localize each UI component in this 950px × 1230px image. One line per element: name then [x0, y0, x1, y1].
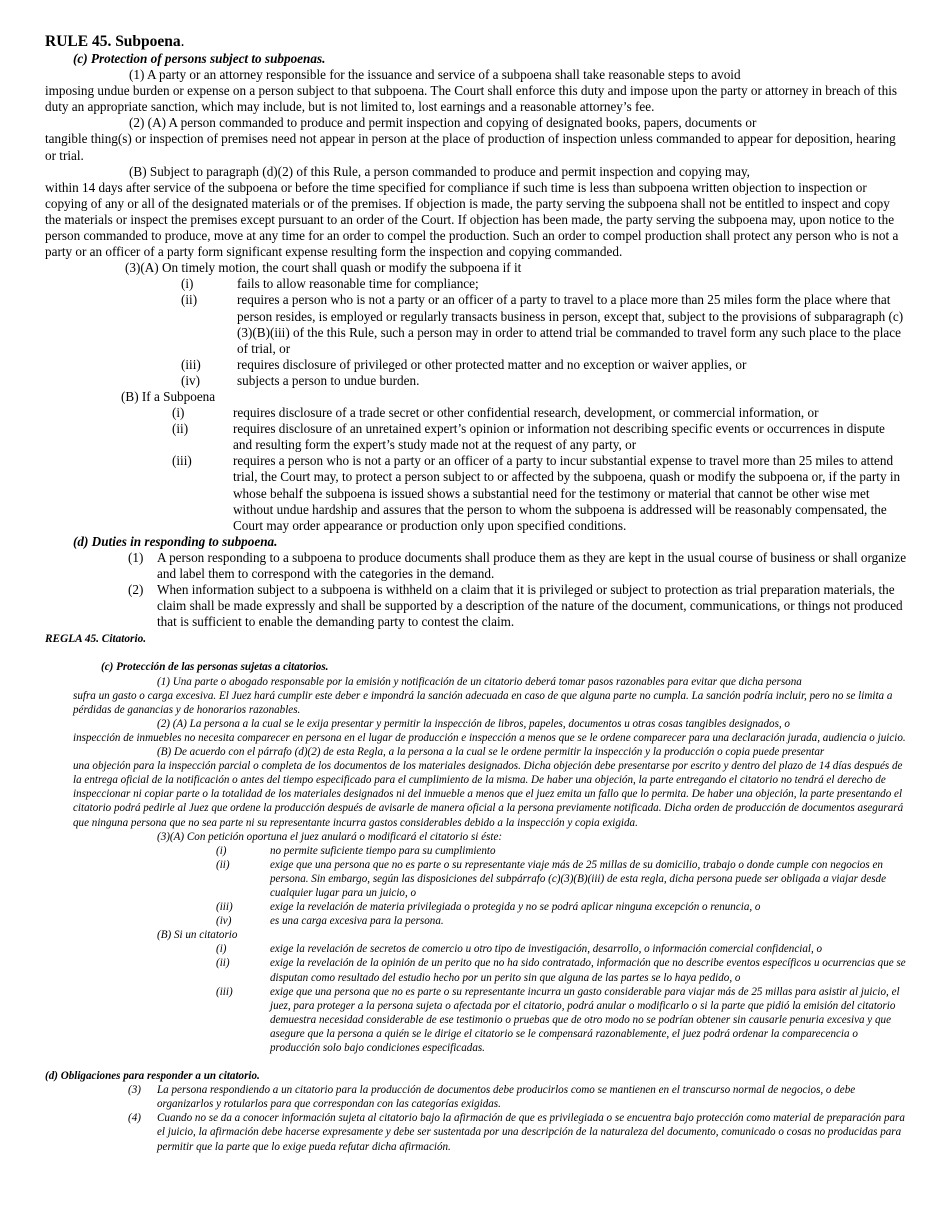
item-number: (1)	[128, 549, 144, 565]
es-c3b-item	[73, 956, 907, 984]
c3b-item	[45, 421, 907, 453]
es-c3a-list	[73, 844, 907, 929]
item-text: requires disclosure of a trade secret or other confidential research, development, or commercial information, or	[233, 405, 819, 421]
es-c3a-item	[73, 858, 907, 900]
item-text: requires a person who is not a party or an officer of a party to incur substantial expense to travel more than 25 miles to attend trial, the Court may, to protect a person subject to or affected by the subpoena, quash or modify the subpoena or, if the party in whose behalf the subpoena is issued shows a substantial need for the testimony or material that cannot be other wise met without undue hardship and assures that the person to whom the subpoena is addressed will be reasonably compensated, the Court may order appearance or production only upon specified conditions.	[233, 453, 901, 533]
item-number: (2)	[128, 582, 144, 598]
rule-title	[45, 33, 907, 51]
item-number: (iii)	[181, 356, 201, 372]
item-text: La persona respondiendo a un citatorio para la producción de documentos debe producirlos como se mantienen en el transcurso normal de negocios, o debe organizarlos y rotularlos para que correspondan con las categorías exigidas.	[157, 1084, 856, 1111]
item-number: (i)	[216, 844, 227, 857]
es-d-item	[45, 1111, 907, 1153]
c3a-item	[45, 292, 907, 356]
c3a-list	[45, 276, 907, 389]
c3b-list	[45, 405, 907, 534]
es-section-c-heading: (c) Protección de las personas sujetas a citatorios.	[101, 661, 329, 674]
rule-title-dot: .	[180, 33, 185, 50]
item-text: A person responding to a subpoena to produce documents shall produce them as they are kept in the usual course of business or shall organize and label them to correspond with the categories in the demand.	[157, 549, 907, 581]
item-text: requires disclosure of privileged or other protected matter and no exception or waiver applies, or	[237, 356, 747, 372]
es-c3b-item	[73, 942, 907, 956]
item-number: (4)	[128, 1112, 141, 1125]
english-section	[45, 33, 907, 630]
es-c1-first-line: (1) Una parte o abogado responsable por la emisión y notificación de un citatorio deberá tomar pasos razonables para evitar que dicha persona	[157, 675, 802, 688]
item-text: Cuando no se da a conocer información sujeta al citatorio bajo la afirmación de que es privilegiada o se encuentra bajo protección como material de preparación para el juicio, la afirmación debe hacerse expresamente y debe ser sustentada por una descripción de la naturaleza del documento, comunicado o cosas no producidas para permitir que la parte que lo exige pueda refutar dicha afirmación.	[157, 1112, 905, 1153]
rule-title-text: RULE 45. Subpoena	[45, 33, 181, 50]
d-list	[45, 550, 907, 630]
c3b-intro: (B) If a Subpoena	[121, 388, 216, 404]
item-number: (ii)	[181, 292, 198, 308]
es-c3b-item	[73, 985, 907, 1055]
es-c3a-item	[73, 914, 907, 928]
item-text: no permite suficiente tiempo para su cumplimiento	[270, 844, 496, 857]
es-c3b-intro: (B) Si un citatorio	[157, 929, 238, 942]
es-c2a-first-line: (2) (A) La persona a la cual se le exija presentar y permitir la inspección de libros, papeles, documentos u otras cosas tangibles designados, o	[157, 717, 790, 730]
es-c2b-first-line: (B) De acuerdo con el párrafo (d)(2) de esta Regla, a la persona a la cual se le ordene permitir la inspección y la producción o copia puede presentar	[157, 746, 825, 759]
c3a-intro: (3)(A) On timely motion, the court shall quash or modify the subpoena if it	[125, 260, 522, 276]
item-text: When information subject to a subpoena is withheld on a claim that it is privileged or subject to protection as trial preparation materials, the claim shall be made expressly and shall be supported by a description of the nature of the document, communications, or things not produced that is sufficient to enable the demanding party to contest the claim.	[157, 582, 903, 630]
d-item	[45, 550, 907, 582]
item-text: exige la revelación de secretos de comercio u otro tipo de investigación, desarrollo, o información comercial confidencial, o	[270, 943, 823, 956]
es-d-item	[45, 1083, 907, 1111]
d-item	[45, 582, 907, 630]
item-number: (i)	[172, 405, 185, 421]
es-c3b-list	[73, 942, 907, 1055]
c3b-item	[45, 453, 907, 533]
c2b-first-line: (B) Subject to paragraph (d)(2) of this Rule, a person commanded to produce and permit inspection and copying may,	[129, 163, 750, 179]
c3b-item	[45, 405, 907, 421]
section-c-heading: (c) Protection of persons subject to subpoenas.	[73, 51, 326, 66]
es-c3a-item	[73, 844, 907, 858]
c3a-item	[45, 357, 907, 373]
spanish-section	[45, 632, 907, 1153]
c3a-item	[45, 373, 907, 389]
item-number: (iv)	[181, 372, 201, 388]
es-c3a-intro: (3)(A) Con petición oportuna el juez anulará o modificará el citatorio si éste:	[157, 830, 503, 843]
item-text: es una carga excesiva para la persona.	[270, 915, 444, 928]
item-number: (iii)	[216, 901, 233, 914]
c2a-first-line: (2) (A) A person commanded to produce and permit inspection and copying of designated books, papers, documents or	[129, 115, 757, 131]
item-number: (3)	[128, 1084, 141, 1097]
regla-title: REGLA 45. Citatorio.	[45, 633, 147, 646]
es-c2a-paragraph: inspección de inmuebles no necesita comparecer en persona en el lugar de producción e inspección a menos que se le ordene comparecer para una declaración jurada, audiencia o juicio.	[73, 731, 906, 744]
item-text: requires a person who is not a party or an officer of a party to travel to a place more than 25 miles form the place where that person resides, is employed or regularly transacts business in person, except that, subject to the provisions of subparagraph (c)(3)(B)(iii) of the this Rule, such a person may in order to attend trial be commanded to travel form any such place to the place of trial, or	[237, 292, 904, 356]
es-section-d-heading: (d) Obligaciones para responder a un citatorio.	[45, 1070, 260, 1083]
item-text: subjects a person to undue burden.	[237, 372, 420, 388]
item-number: (i)	[216, 943, 227, 956]
es-body	[73, 675, 907, 1056]
item-number: (i)	[181, 276, 194, 292]
c2b-paragraph: within 14 days after service of the subpoena or before the time specified for compliance if such time is less than subpoena written objection to inspection or copying of any or all of the designated materials or of the premises. If objection is made, the party serving the subpoena shall not be entitled to inspect and copy the materials or inspect the premises except pursuant to an order of the Court. If objection has been made, the party serving the subpoena may, upon notice to the person commanded to produce, move at any time for an order to compel the production. Such an order to compel production shall protect any person who is not a party or an officer of a party form significant expense resulting form the inspection and copying commanded.	[45, 179, 899, 260]
item-number: (ii)	[216, 957, 230, 970]
c2a-paragraph: tangible thing(s) or inspection of premises need not appear in person at the place of production of inspection unless commanded to appear for deposition, hearing or trial.	[45, 131, 896, 163]
item-text: fails to allow reasonable time for compliance;	[237, 276, 479, 292]
c1-first-line: (1) A party or an attorney responsible for the issuance and service of a subpoena shall take reasonable steps to avoid	[129, 67, 741, 83]
item-number: (iii)	[172, 453, 192, 469]
item-text: exige que una persona que no es parte o su representante viaje más de 25 millas de su domicilio, trabajo o donde cumple con negocios en persona. Sin embargo, según las disposiciones del subpárrafo (c)(3)(B)(iii) de esta regla, dicha persona puede ser obligada a viajar desde cualquier lugar para un juicio, o	[270, 858, 887, 899]
section-d-heading: (d) Duties in responding to subpoena.	[73, 533, 278, 549]
es-c3a-item	[73, 900, 907, 914]
c3a-item	[45, 276, 907, 292]
es-d-list	[45, 1083, 907, 1153]
item-text: exige la revelación de materia privilegiada o protegida y no se podrá aplicar ninguna excepción o renuncia, o	[270, 901, 761, 914]
item-number: (iii)	[216, 985, 233, 998]
es-c1-paragraph: sufra un gasto o carga excesiva. El Juez hará cumplir este deber e impondrá la sanción adecuada en caso de que alguna parte no cumpla. La sanción podría incluir, pero no se limita a pérdidas de ganancias y de honorarios razonables.	[73, 689, 893, 716]
document-page	[45, 33, 907, 1154]
item-text: exige la revelación de la opinión de un perito que no ha sido contratado, información que no describe eventos específicos u ocurrencias que se disputan como resultado del estudio hecho por un perito sin que alguna de las partes se lo haya pedido, o	[270, 957, 906, 984]
item-text: exige que una persona que no es parte o su representante incurra un gasto considerable para viajar más de 25 millas para asistir al juicio, el juez, para proteger a la persona sujeta o afectada por el citatorio, podrá anular o modificarlo o si la parte que pidió la emisión del citatorio demuestra necesidad considerable de ese testimonio o pruebas que de otro modo no se podrían obtener sin causarle penuria excesiva y que asegure que la persona a quién se le dirige el citatorio se le compensará razonablemente, el juez podrá ordenar la comparecencia o producción solo bajo condiciones especificadas.	[270, 985, 900, 1054]
es-c2b-paragraph: una objeción para la inspección parcial o completa de los documentos de los materiales designados. Dicha objeción debe presentarse por escrito y dentro del plazo de 14 días después de la entrega oficial de la notificación o antes del tiempo especificado para el cumplimiento de la misma. De haber una objeción, la parte entregando el citatorio no tendrá el derecho de inspeccionar ni copiar parte o la totalidad de los materiales designados ni del inmueble a menos que el juez emita un fallo que lo permita. De haber una objeción, la parte presentando el citatorio podrá pedirle al Juez que ordene la producción después de avisarle de manera oficial a la persona previamente notificada. Dicha orden de producción de documentos asegurará que ninguna persona que no sea parte ni su representante incurra gastos considerables debido a la inspección y copia exigida.	[73, 760, 904, 829]
item-number: (iv)	[216, 915, 232, 928]
item-number: (ii)	[172, 421, 189, 437]
item-number: (ii)	[216, 858, 230, 871]
item-text: requires disclosure of an unretained expert’s opinion or information not describing specific events or occurrences in dispute and resulting form the expert’s study made not at the request of any party, or	[233, 421, 885, 453]
c1-paragraph: imposing undue burden or expense on a person subject to that subpoena. The Court shall enforce this duty and impose upon the party or attorney in breach of this duty an appropriate sanction, which may include, but is not limited to, lost earnings and a reasonable attorney’s fee.	[45, 83, 897, 115]
